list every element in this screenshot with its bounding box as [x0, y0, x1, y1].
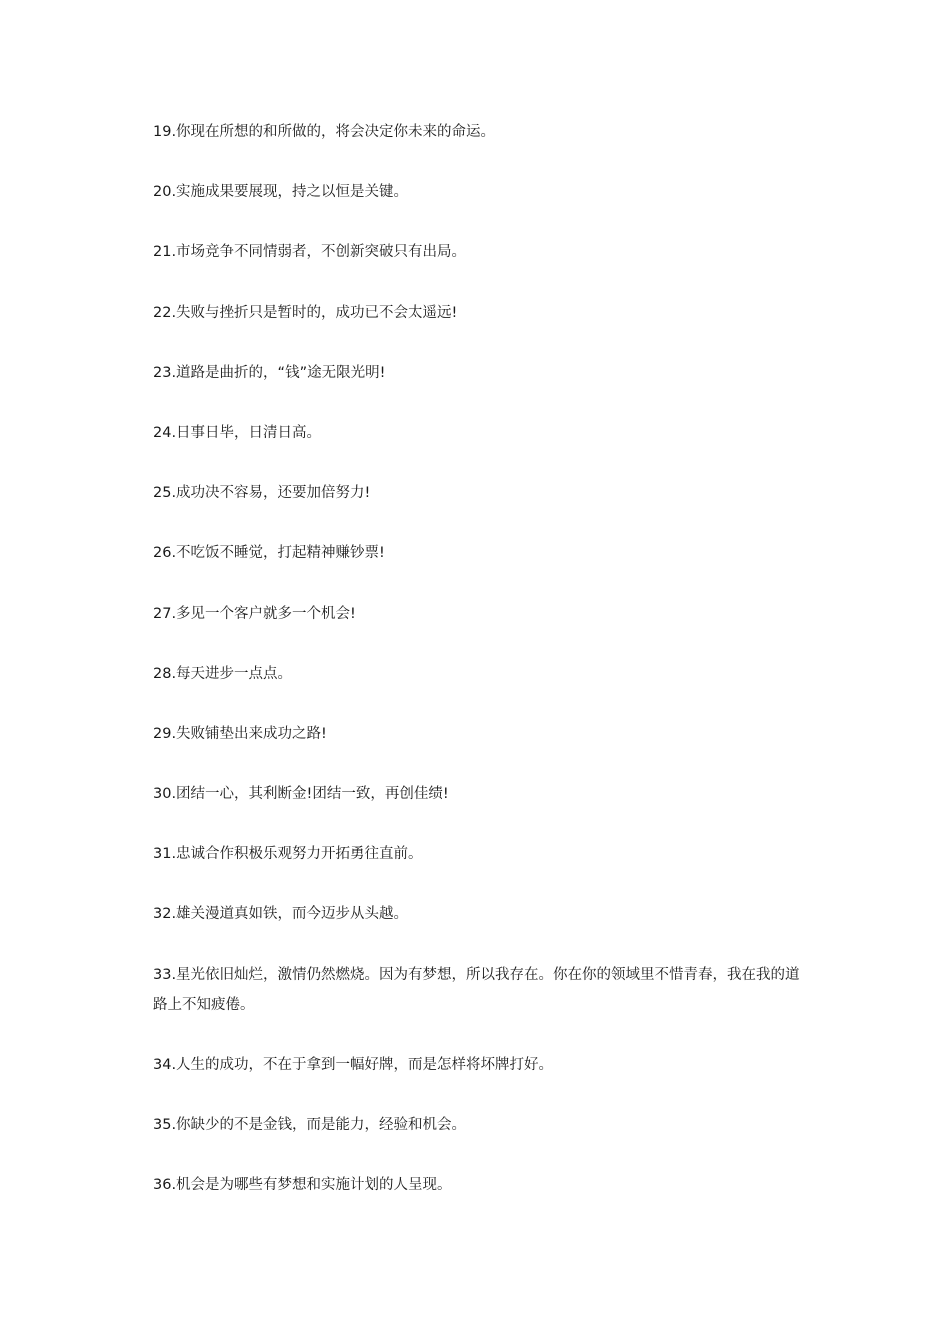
- quote-line-20: 20.实施成果要展现，持之以恒是关键。: [153, 184, 409, 201]
- quote-line-34: 34.人生的成功，不在于拿到一幅好牌，而是怎样将坏牌打好。: [153, 1056, 554, 1073]
- quote-line-27: 27.多见一个客户就多一个机会!: [153, 605, 356, 622]
- quote-line-29: 29.失败铺垫出来成功之路!: [153, 725, 327, 742]
- quote-line-23: 23.道路是曲折的，“钱”途无限光明!: [153, 364, 386, 381]
- quote-list: [153, 117, 803, 1230]
- quote-line-31: 31.忠诚合作积极乐观努力开拓勇往直前。: [153, 846, 423, 863]
- quote-line-30: 30.团结一心，其利断金!团结一致，再创佳绩!: [153, 786, 449, 803]
- quote-line-32: 32.雄关漫道真如铁，而今迈步从头越。: [153, 906, 409, 923]
- quote-line-25: 25.成功决不容易，还要加倍努力!: [153, 485, 371, 502]
- quote-line-26: 26.不吃饭不睡觉，打起精神赚钞票!: [153, 545, 385, 562]
- quote-line-19: 19.你现在所想的和所做的，将会决定你未来的命运。: [153, 124, 496, 140]
- quote-line-28: 28.每天进步一点点。: [153, 665, 293, 682]
- quote-line-35: 35.你缺少的不是金钱，而是能力，经验和机会。: [153, 1117, 467, 1133]
- quote-line-22: 22.失败与挫折只是暂时的，成功已不会太遥远!: [153, 304, 458, 321]
- quote-line-33: 33.星光依旧灿烂，激情仍然燃烧。因为有梦想，所以我存在。你在你的领域里不惜青春，我在我的道路上不知疲倦。: [153, 966, 800, 1013]
- quote-line-24: 24.日事日毕，日清日高。: [153, 424, 322, 441]
- quote-line-36: 36.机会是为哪些有梦想和实施计划的人呈现。: [153, 1177, 452, 1194]
- quote-line-21: 21.市场竞争不同情弱者，不创新突破只有出局。: [153, 244, 467, 261]
